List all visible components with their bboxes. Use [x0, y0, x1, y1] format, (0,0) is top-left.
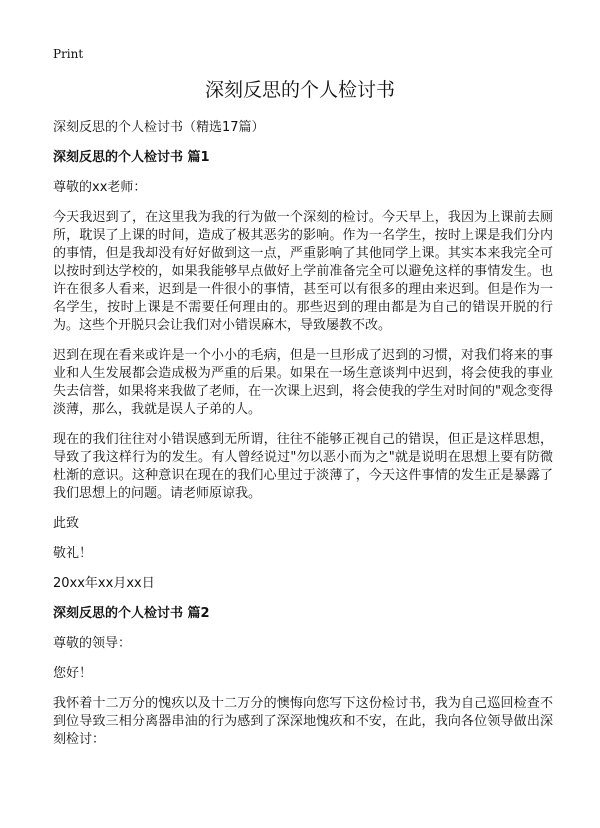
greeting: 您好！	[53, 666, 93, 681]
section-heading: 深刻反思的个人检讨书 篇2	[53, 606, 210, 621]
section-2	[53, 605, 553, 749]
date-line: 20xx年xx月xx日	[53, 576, 155, 591]
closing-line: 此致	[53, 516, 80, 531]
print-label[interactable]: Print	[53, 47, 84, 61]
section-1	[53, 149, 553, 593]
body-paragraph: 现在的我们往往对小错误感到无所谓，往往不能够正视自己的错误，但正是这样思想，导致了我这样行为的发生。有人曾经说过"勿以恶小而为之"就是说明在思想上要有防微杜渐的意识。这种意识在现在的我们心里过于淡薄了，今天这件事情的发生正是暴露了我们思想上的问题。请老师原谅我。	[53, 432, 553, 501]
body-paragraph: 我怀着十二万分的愧疚以及十二万分的懊悔向您写下这份检讨书，我为自己巡回检查不到位导致三相分离器串油的行为感到了深深地愧疚和不安，在此，我向各位领导做出深刻检讨：	[53, 696, 553, 747]
salutation: 尊敬的xx老师：	[53, 180, 147, 195]
document-subtitle: 深刻反思的个人检讨书（精选17篇）	[53, 120, 265, 135]
salutation: 尊敬的领导：	[53, 636, 132, 651]
body-paragraph: 迟到在现在看来或许是一个小小的毛病，但是一旦形成了迟到的习惯，对我们将来的事业和人生发展都会造成极为严重的后果。如果在一场生意谈判中迟到，将会使我的事业失去信誉，如果将来我做了老师，在一次课上迟到，将会使我的学生对时间的"观念变得淡薄，那么，我就是误人子弟的人。	[53, 348, 553, 417]
section-heading: 深刻反思的个人检讨书 篇1	[53, 150, 210, 165]
document-title: 深刻反思的个人检讨书	[204, 79, 395, 101]
body-paragraph: 今天我迟到了，在这里我为我的行为做一个深刻的检讨。今天早上，我因为上课前去厕所，耽误了上课的时间，造成了极其恶劣的影响。作为一名学生，按时上课是我们分内的事情，但是我却没有好好做到这一点，严重影响了其他同学上课。其实本来我完全可以按时到达学校的，如果我能够早点做好上学前准备完全可以避免这样的事情发生。也许在很多人看来，迟到是一件很小的事情，甚至可以有很多的理由来迟到。但是作为一名学生，按时上课是不需要任何理由的。那些迟到的理由都是为自己的错误开脱的行为。这些个开脱只会让我们对小错误麻木，导致屡教不改。	[53, 210, 553, 333]
document-body	[53, 149, 553, 761]
closing-line: 敬礼！	[53, 546, 93, 561]
